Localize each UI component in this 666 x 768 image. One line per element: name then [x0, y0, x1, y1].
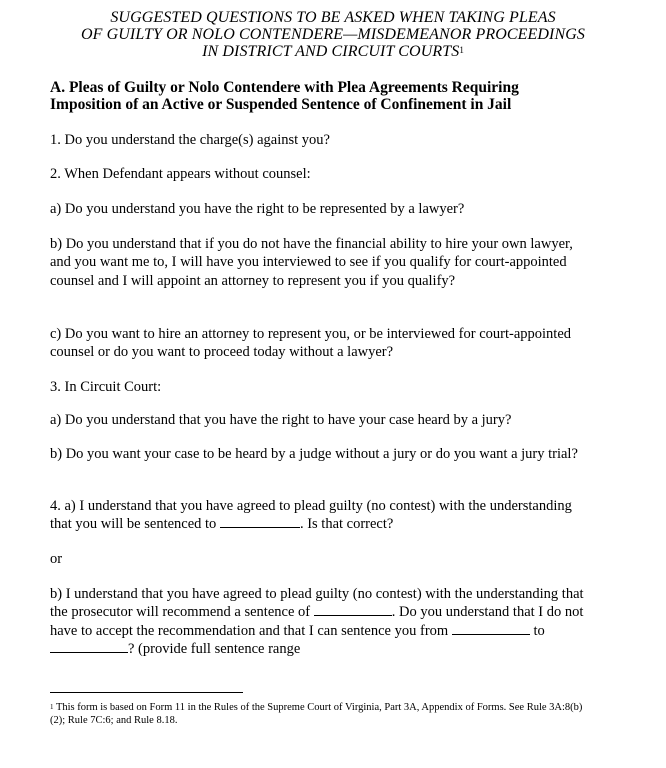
- question-4a-text: 4. a) I understand that you have agreed to plead guilty (no contest) with the understanding that you will be sentenced to: [50, 498, 572, 533]
- title-line-3-text: IN DISTRICT AND CIRCUIT COURTS: [202, 43, 460, 60]
- range-from-blank[interactable]: [452, 622, 530, 635]
- question-1: 1. Do you understand the charge(s) against you?: [50, 132, 330, 148]
- footnote: [50, 701, 595, 727]
- question-4a-end: . Is that correct?: [299, 516, 394, 533]
- question-3: 3. In Circuit Court:: [50, 379, 162, 395]
- sentence-blank[interactable]: [220, 515, 300, 528]
- section-a-line-1: A. Pleas of Guilty or Nolo Contendere with Plea Agreements Requiring: [50, 79, 519, 96]
- question-4b: [50, 585, 590, 658]
- question-2: 2. When Defendant appears without counsel:: [50, 166, 311, 182]
- title-line-3: [40, 43, 626, 60]
- title-line-1: SUGGESTED QUESTIONS TO BE ASKED WHEN TAKING PLEAS: [110, 9, 556, 26]
- footnote-marker: 1: [50, 703, 54, 711]
- question-4a: [50, 497, 590, 534]
- or-separator: or: [50, 551, 63, 567]
- question-2a: a) Do you understand you have the right to be represented by a lawyer?: [50, 201, 465, 217]
- footnote-divider: [50, 692, 243, 693]
- question-2c: c) Do you want to hire an attorney to represent you, or be interviewed for court-appointed counsel or do you want to proceed today without a lawyer?: [50, 326, 572, 361]
- question-3b: b) Do you want your case to be heard by a judge without a jury or do you want a jury trial?: [50, 446, 578, 462]
- section-a-heading: [50, 79, 610, 113]
- footnote-text: This form is based on Form 11 in the Rules of the Supreme Court of Virginia, Part 3A, Appendix of Forms. See Rule 3A:8(b)(2); Rule 7C:6; and Rule 8.18.: [50, 702, 583, 726]
- question-4b-end: ? (provide full sentence range: [128, 640, 301, 657]
- recommended-sentence-blank[interactable]: [314, 603, 392, 616]
- section-a-line-2: Imposition of an Active or Suspended Sentence of Confinement in Jail: [50, 96, 512, 113]
- title-footnote-ref: 1: [459, 45, 464, 55]
- question-4b-to: to: [533, 622, 545, 639]
- title-line-2: OF GUILTY OR NOLO CONTENDERE—MISDEMEANOR PROCEEDINGS: [81, 26, 585, 43]
- question-3a: a) Do you understand that you have the right to have your case heard by a jury?: [50, 412, 512, 428]
- question-4b-text: b) I understand that you have agreed to plead guilty (no contest) with the understanding that the prosecutor will recommend a sentence of: [50, 586, 584, 621]
- range-to-blank[interactable]: [50, 640, 128, 653]
- question-4b-mid: . Do you understand that I do not have to accept the recommendation and that I can sentence you from: [50, 604, 584, 639]
- document-title: [40, 9, 626, 60]
- question-2b: b) Do you understand that if you do not have the financial ability to hire your own lawyer, and you want me to, I will have you interviewed to see if you qualify for court-appointed counsel and I will appoint an attorney to represent you if you qualify?: [50, 236, 573, 289]
